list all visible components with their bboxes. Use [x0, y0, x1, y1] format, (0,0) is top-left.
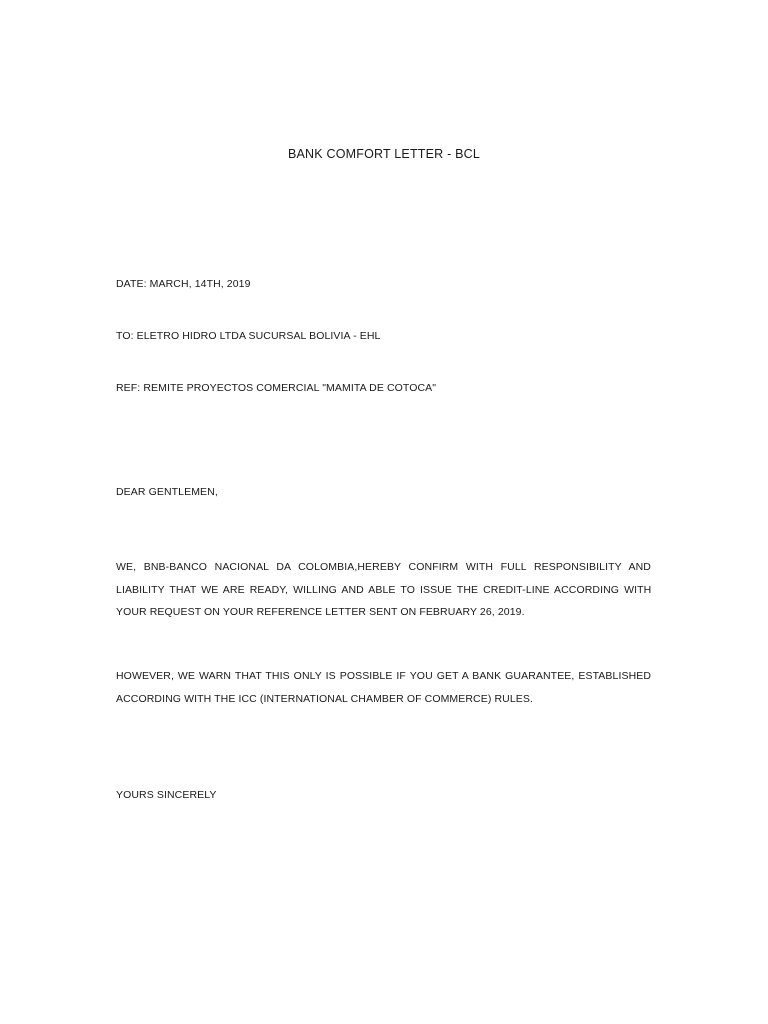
letter-reference: REF: REMITE PROYECTOS COMERCIAL "MAMITA DE COTOCA"	[116, 382, 437, 394]
letter-closing: YOURS SINCERELY	[116, 789, 217, 801]
letter-salutation: DEAR GENTLEMEN,	[116, 486, 218, 498]
letter-recipient: TO: ELETRO HIDRO LTDA SUCURSAL BOLIVIA - EHL	[116, 330, 381, 342]
paragraph-line: HOWEVER, WE WARN THAT THIS ONLY IS POSSIBLE IF YOU GET A BANK GUARANTEE, ESTABLISHED	[116, 670, 652, 682]
paragraph-line: ACCORDING WITH THE ICC (INTERNATIONAL CHAMBER OF COMMERCE) RULES.	[116, 692, 533, 705]
paragraph-line: LIABILITY THAT WE ARE READY, WILLING AND ABLE TO ISSUE THE CREDIT-LINE ACCORDING WITH	[116, 583, 652, 596]
letter-paragraph-confirmation	[116, 556, 651, 624]
paragraph-line: WE, BNB-BANCO NACIONAL DA COLOMBIA,HEREBY CONFIRM WITH FULL RESPONSIBILITY AND	[116, 561, 651, 573]
letter-title: BANK COMFORT LETTER - BCL	[287, 147, 481, 161]
letter-paragraph-warning	[116, 665, 651, 710]
letter-date: DATE: MARCH, 14TH, 2019	[116, 278, 251, 290]
paragraph-line: YOUR REQUEST ON YOUR REFERENCE LETTER SENT ON FEBRUARY 26, 2019.	[116, 606, 525, 618]
